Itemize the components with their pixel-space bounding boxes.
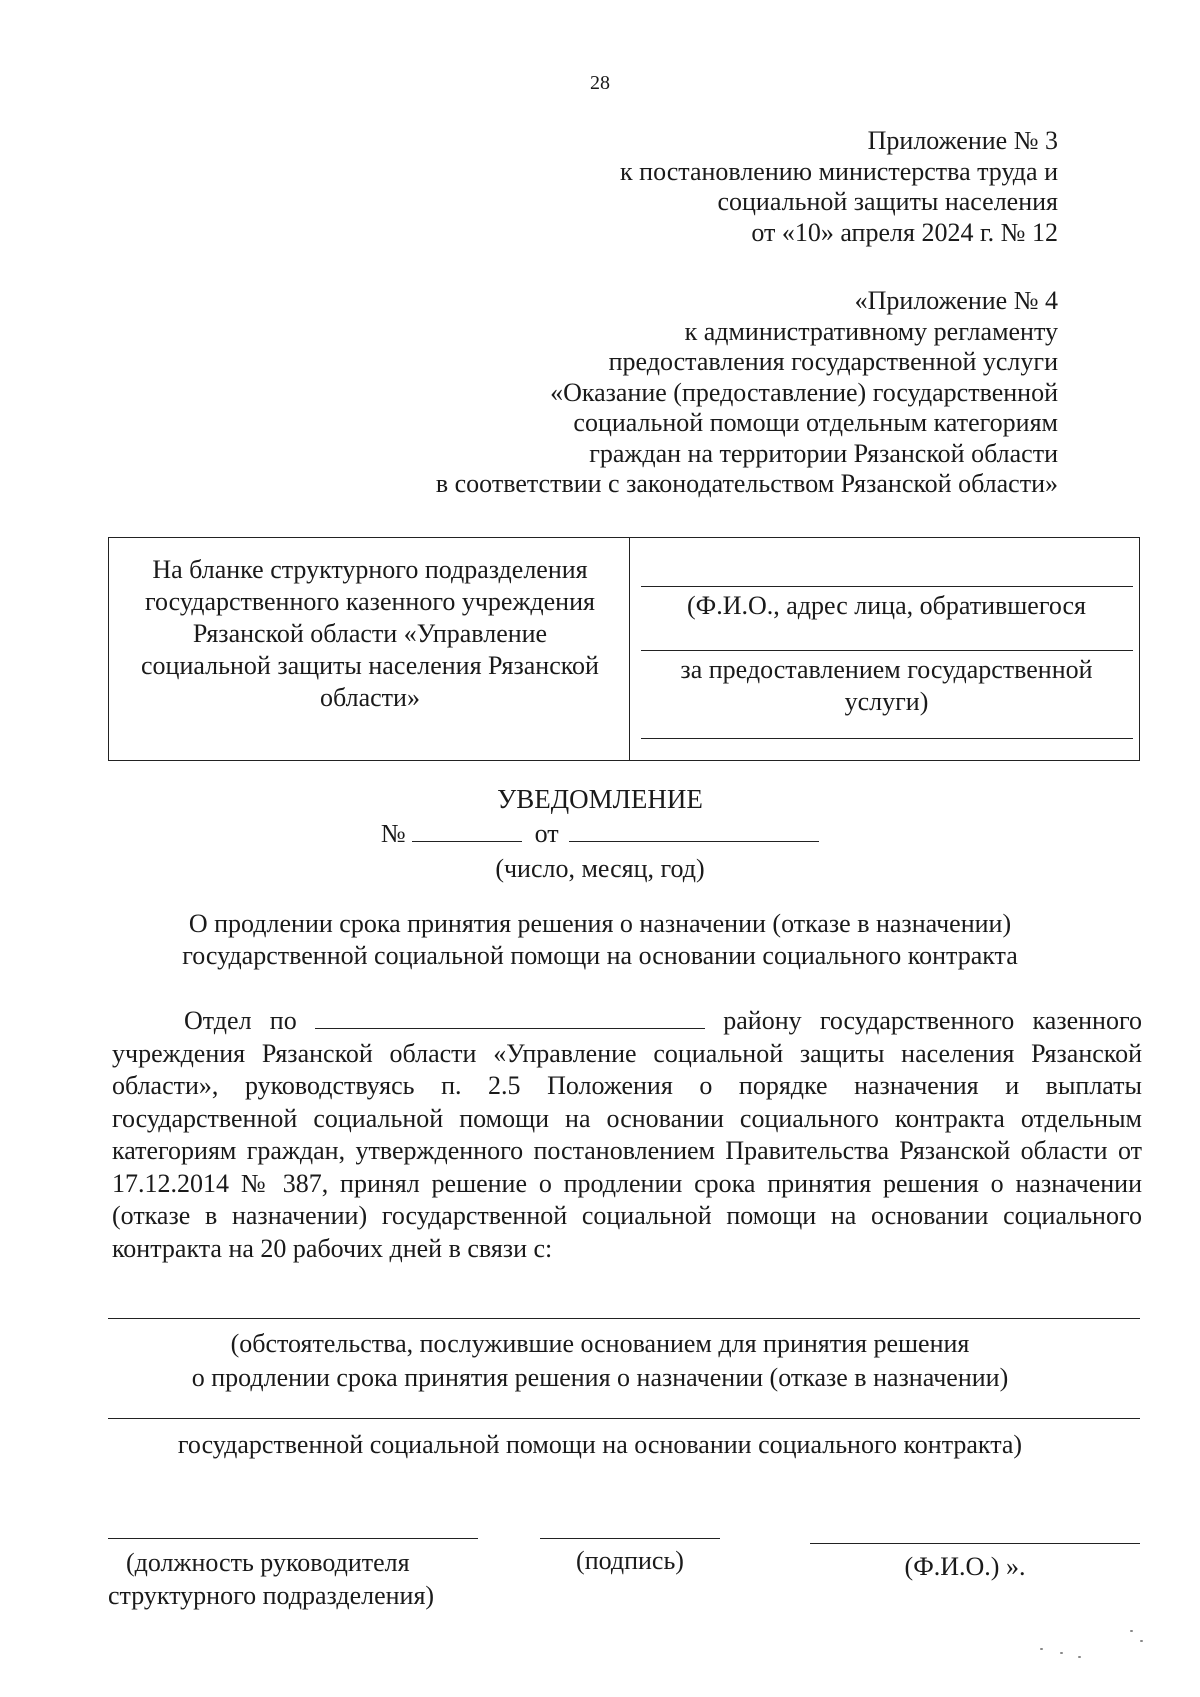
subject-line: государственной социальной помощи на основании социального контракта — [182, 941, 1018, 970]
letterhead-line: Рязанской области «Управление — [192, 619, 548, 648]
appendix-4-block — [436, 286, 1058, 500]
circumstances-fill-line[interactable] — [108, 1318, 1140, 1319]
scan-speck — [1130, 1630, 1133, 1632]
recipient-caption: за предоставлением государственной — [680, 655, 1093, 684]
notice-number-line — [0, 819, 1200, 849]
fio-fill-line[interactable] — [810, 1543, 1140, 1544]
subject-line: О продлении срока принятия решения о назначении (отказе в назначении) — [188, 909, 1012, 938]
scan-speck — [1140, 1640, 1143, 1642]
scan-speck — [1078, 1656, 1081, 1658]
recipient-fill-line[interactable] — [641, 586, 1133, 587]
circumstances-fill-line[interactable] — [108, 1418, 1140, 1419]
number-fill-line[interactable] — [412, 819, 522, 842]
circumstances-caption: (обстоятельства, послужившие основанием для принятия решения — [230, 1329, 970, 1358]
body-text: учреждения Рязанской области «Управление социальной защиты населения Рязанской области», руководствуясь п. 2.5 Положения о порядке назначения и выплаты государственной социальной помощи на основании социального контракта отдельным категориям граждан, утвержденного постановлением Правительства Рязанской области от 17.12.2014 № 387, принял решение о продлении срока принятия решения о назначении (отказе в назначении) государственной социальной помощи на основании социального контракта на 20 рабочих дней в связи с: — [112, 1038, 1142, 1263]
appendix-3-line: от «10» апреля 2024 г. № 12 — [751, 217, 1058, 247]
appendix-4-line: «Оказание (предоставление) государственной — [550, 377, 1058, 407]
recipient-fill-line[interactable] — [641, 738, 1133, 739]
scan-speck — [1060, 1652, 1063, 1654]
circumstances-caption: о продлении срока принятия решения о назначении (отказе в назначении) — [191, 1363, 1009, 1392]
notice-title: УВЕДОМЛЕНИЕ — [497, 784, 703, 814]
body-paragraph — [112, 1005, 1142, 1265]
appendix-4-line: граждан на территории Рязанской области — [589, 438, 1058, 468]
appendix-4-line: в соответствии с законодательством Рязанской области» — [435, 469, 1058, 498]
position-caption-line: (должность руководителя — [126, 1548, 410, 1577]
recipient-caption: (Ф.И.О., адрес лица, обратившегося — [687, 591, 1086, 620]
notice-subject — [0, 908, 1200, 972]
page-number: 28 — [590, 72, 610, 94]
appendix-3-line: социальной защиты населения — [717, 187, 1058, 216]
circumstances-caption: государственной социальной помощи на основании социального контракта) — [177, 1430, 1023, 1459]
position-caption-line: структурного подразделения) — [108, 1581, 435, 1610]
from-label: от — [534, 819, 559, 848]
appendix-4-line: предоставления государственной услуги — [608, 347, 1058, 376]
recipient-caption: услуги) — [844, 687, 929, 716]
fio-caption: (Ф.И.О.) ». — [904, 1552, 1026, 1581]
letterhead-line: государственного казенного учреждения — [145, 587, 595, 616]
position-caption — [108, 1546, 478, 1612]
letterhead-line: На бланке структурного подразделения — [152, 555, 588, 584]
appendix-4-line: к административному регламенту — [684, 316, 1058, 346]
signature-fill-line[interactable] — [540, 1538, 720, 1539]
appendix-4-line: «Приложение № 4 — [854, 286, 1058, 315]
appendix-3-line: Приложение № 3 — [867, 126, 1058, 155]
appendix-3-line: к постановлению министерства труда и — [620, 156, 1058, 186]
letterhead-line: социальной защиты населения Рязанской — [141, 651, 599, 680]
date-caption: (число, месяц, год) — [495, 854, 705, 883]
table-divider — [629, 538, 630, 760]
dept-suffix: району государственного казенного — [723, 1006, 1142, 1035]
header-table — [108, 537, 1140, 761]
scan-speck — [1040, 1648, 1043, 1650]
letterhead-line: области» — [320, 683, 420, 712]
position-fill-line[interactable] — [108, 1538, 478, 1539]
department-fill-line[interactable] — [315, 1006, 705, 1029]
letterhead-cell — [115, 554, 625, 714]
dept-prefix: Отдел по — [184, 1006, 297, 1035]
signature-caption: (подпись) — [576, 1546, 684, 1575]
number-label: № — [380, 819, 406, 848]
date-fill-line[interactable] — [569, 819, 819, 842]
appendix-3-block — [620, 126, 1058, 248]
recipient-fill-line[interactable] — [641, 650, 1133, 651]
appendix-4-line: социальной помощи отдельным категориям — [573, 408, 1058, 437]
